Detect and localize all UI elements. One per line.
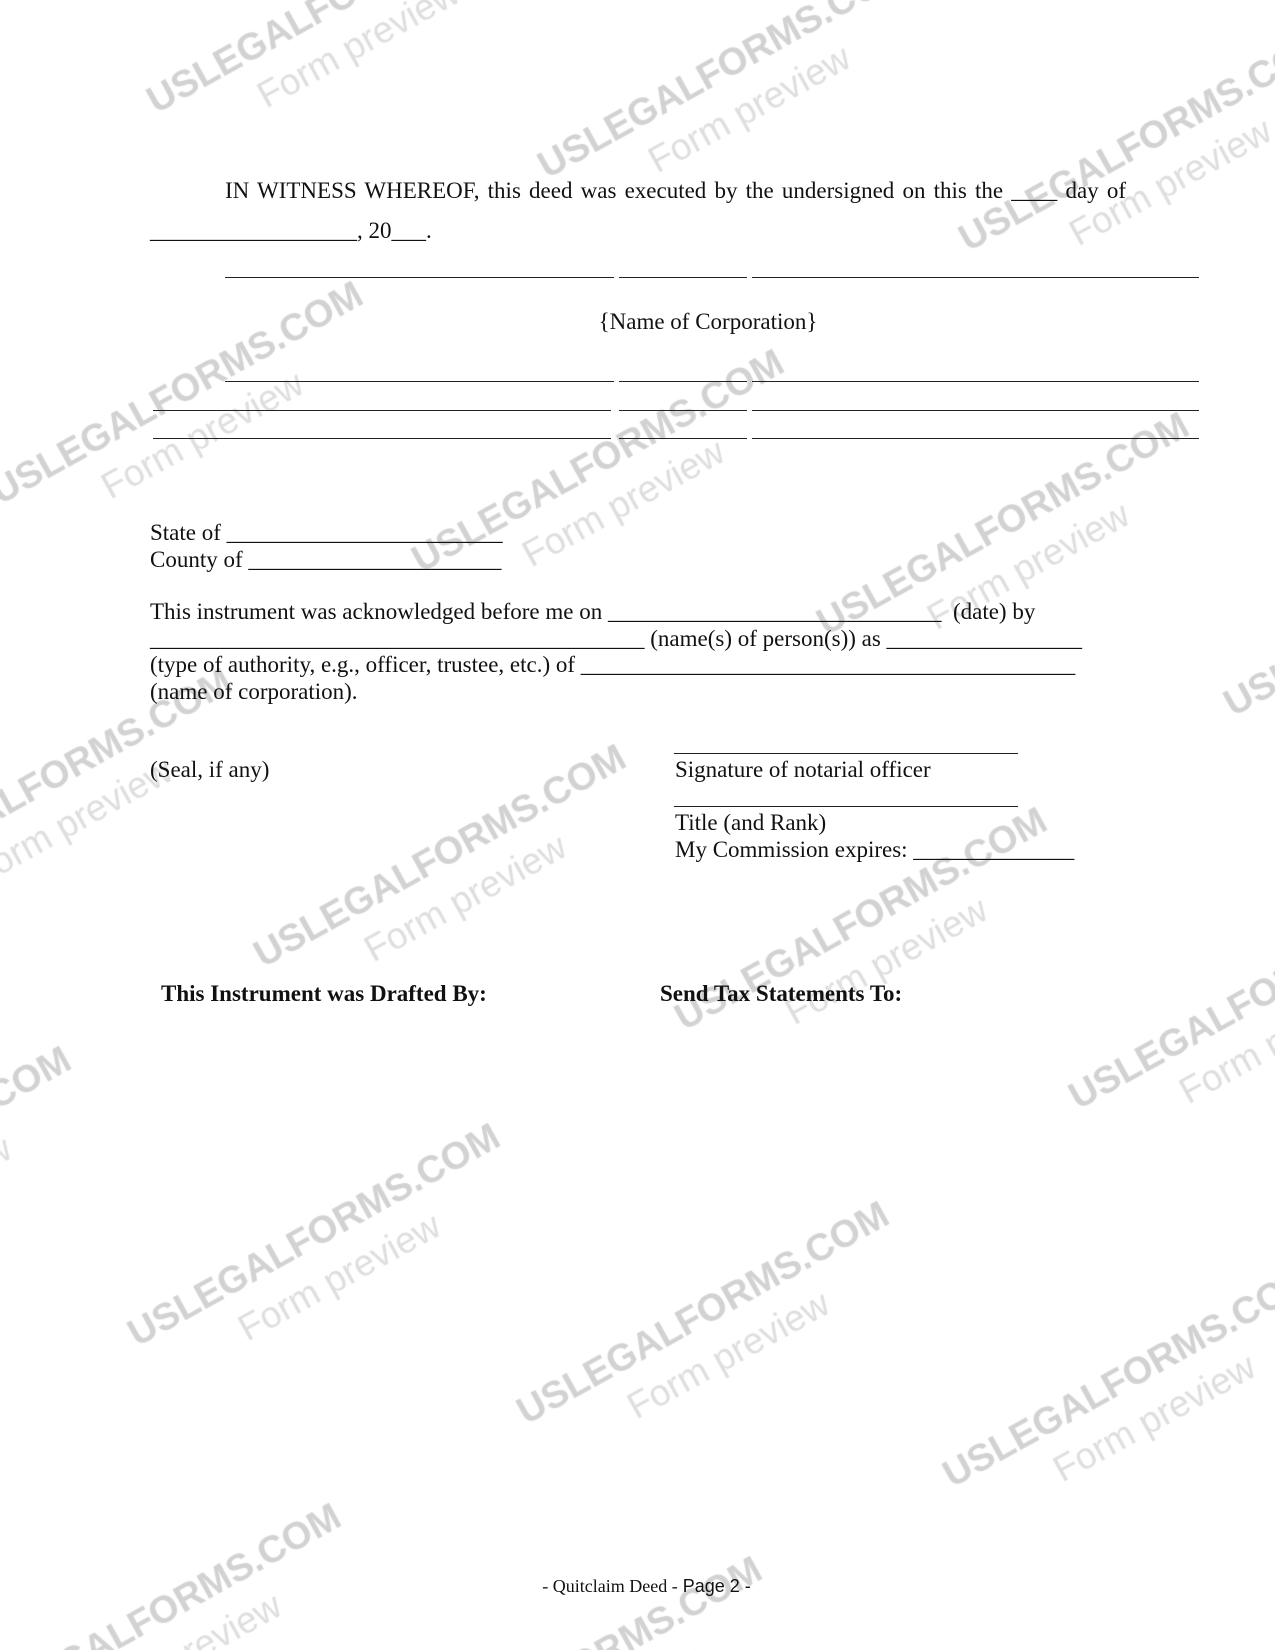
commission-expires-line: My Commission expires: ______________: [675, 837, 1075, 862]
corporation-signature-line-segment: [752, 277, 1199, 278]
officer-signature-line-segment: [619, 381, 747, 382]
footer-document-label: - Quitclaim Deed -: [542, 1576, 678, 1596]
corporation-signature-line-segment: [225, 277, 614, 278]
officer-signature-line-segment: [225, 381, 614, 382]
page-footer: [0, 1553, 1275, 1619]
officer-signature-line-segment: [619, 410, 747, 411]
drafted-by-heading: This Instrument was Drafted By:: [161, 981, 487, 1006]
acknowledgment-line-4: (name of corporation).: [150, 679, 358, 704]
acknowledgment-line-3: (type of authority, e.g., officer, trustee, etc.) of ___________________________________________: [150, 652, 1076, 677]
acknowledgment-line-1: This instrument was acknowledged before me on _____________________________ (date) by: [150, 599, 1036, 624]
footer-page-number: Page 2 -: [682, 1576, 751, 1596]
seal-label: (Seal, if any): [150, 757, 270, 782]
officer-signature-line-segment: [619, 438, 747, 439]
notary-title-label: Title (and Rank): [675, 810, 827, 835]
county-of-line: County of ______________________: [150, 547, 502, 572]
acknowledgment-line-2: ___________________________________________ (name(s) of person(s)) as _________________: [150, 626, 1083, 651]
officer-signature-line-segment: [752, 438, 1199, 439]
notary-signature-line: [674, 753, 1018, 754]
officer-signature-line-segment: [153, 438, 611, 439]
notary-signature-label: Signature of notarial officer: [675, 757, 931, 782]
officer-signature-line-segment: [752, 410, 1199, 411]
corporation-name-placeholder: {Name of Corporation}: [598, 309, 818, 334]
officer-signature-line-segment: [752, 381, 1199, 382]
corporation-signature-line-segment: [619, 277, 747, 278]
notary-title-line: [674, 806, 1018, 807]
officer-signature-line-segment: [153, 410, 611, 411]
send-tax-statements-heading: Send Tax Statements To:: [660, 981, 903, 1006]
witness-clause-line-2: __________________, 20___.: [150, 218, 432, 243]
witness-clause-line-1: IN WITNESS WHEREOF, this deed was executed by the undersigned on this the ____ day of: [225, 178, 1126, 203]
state-of-line: State of ________________________: [150, 520, 503, 545]
